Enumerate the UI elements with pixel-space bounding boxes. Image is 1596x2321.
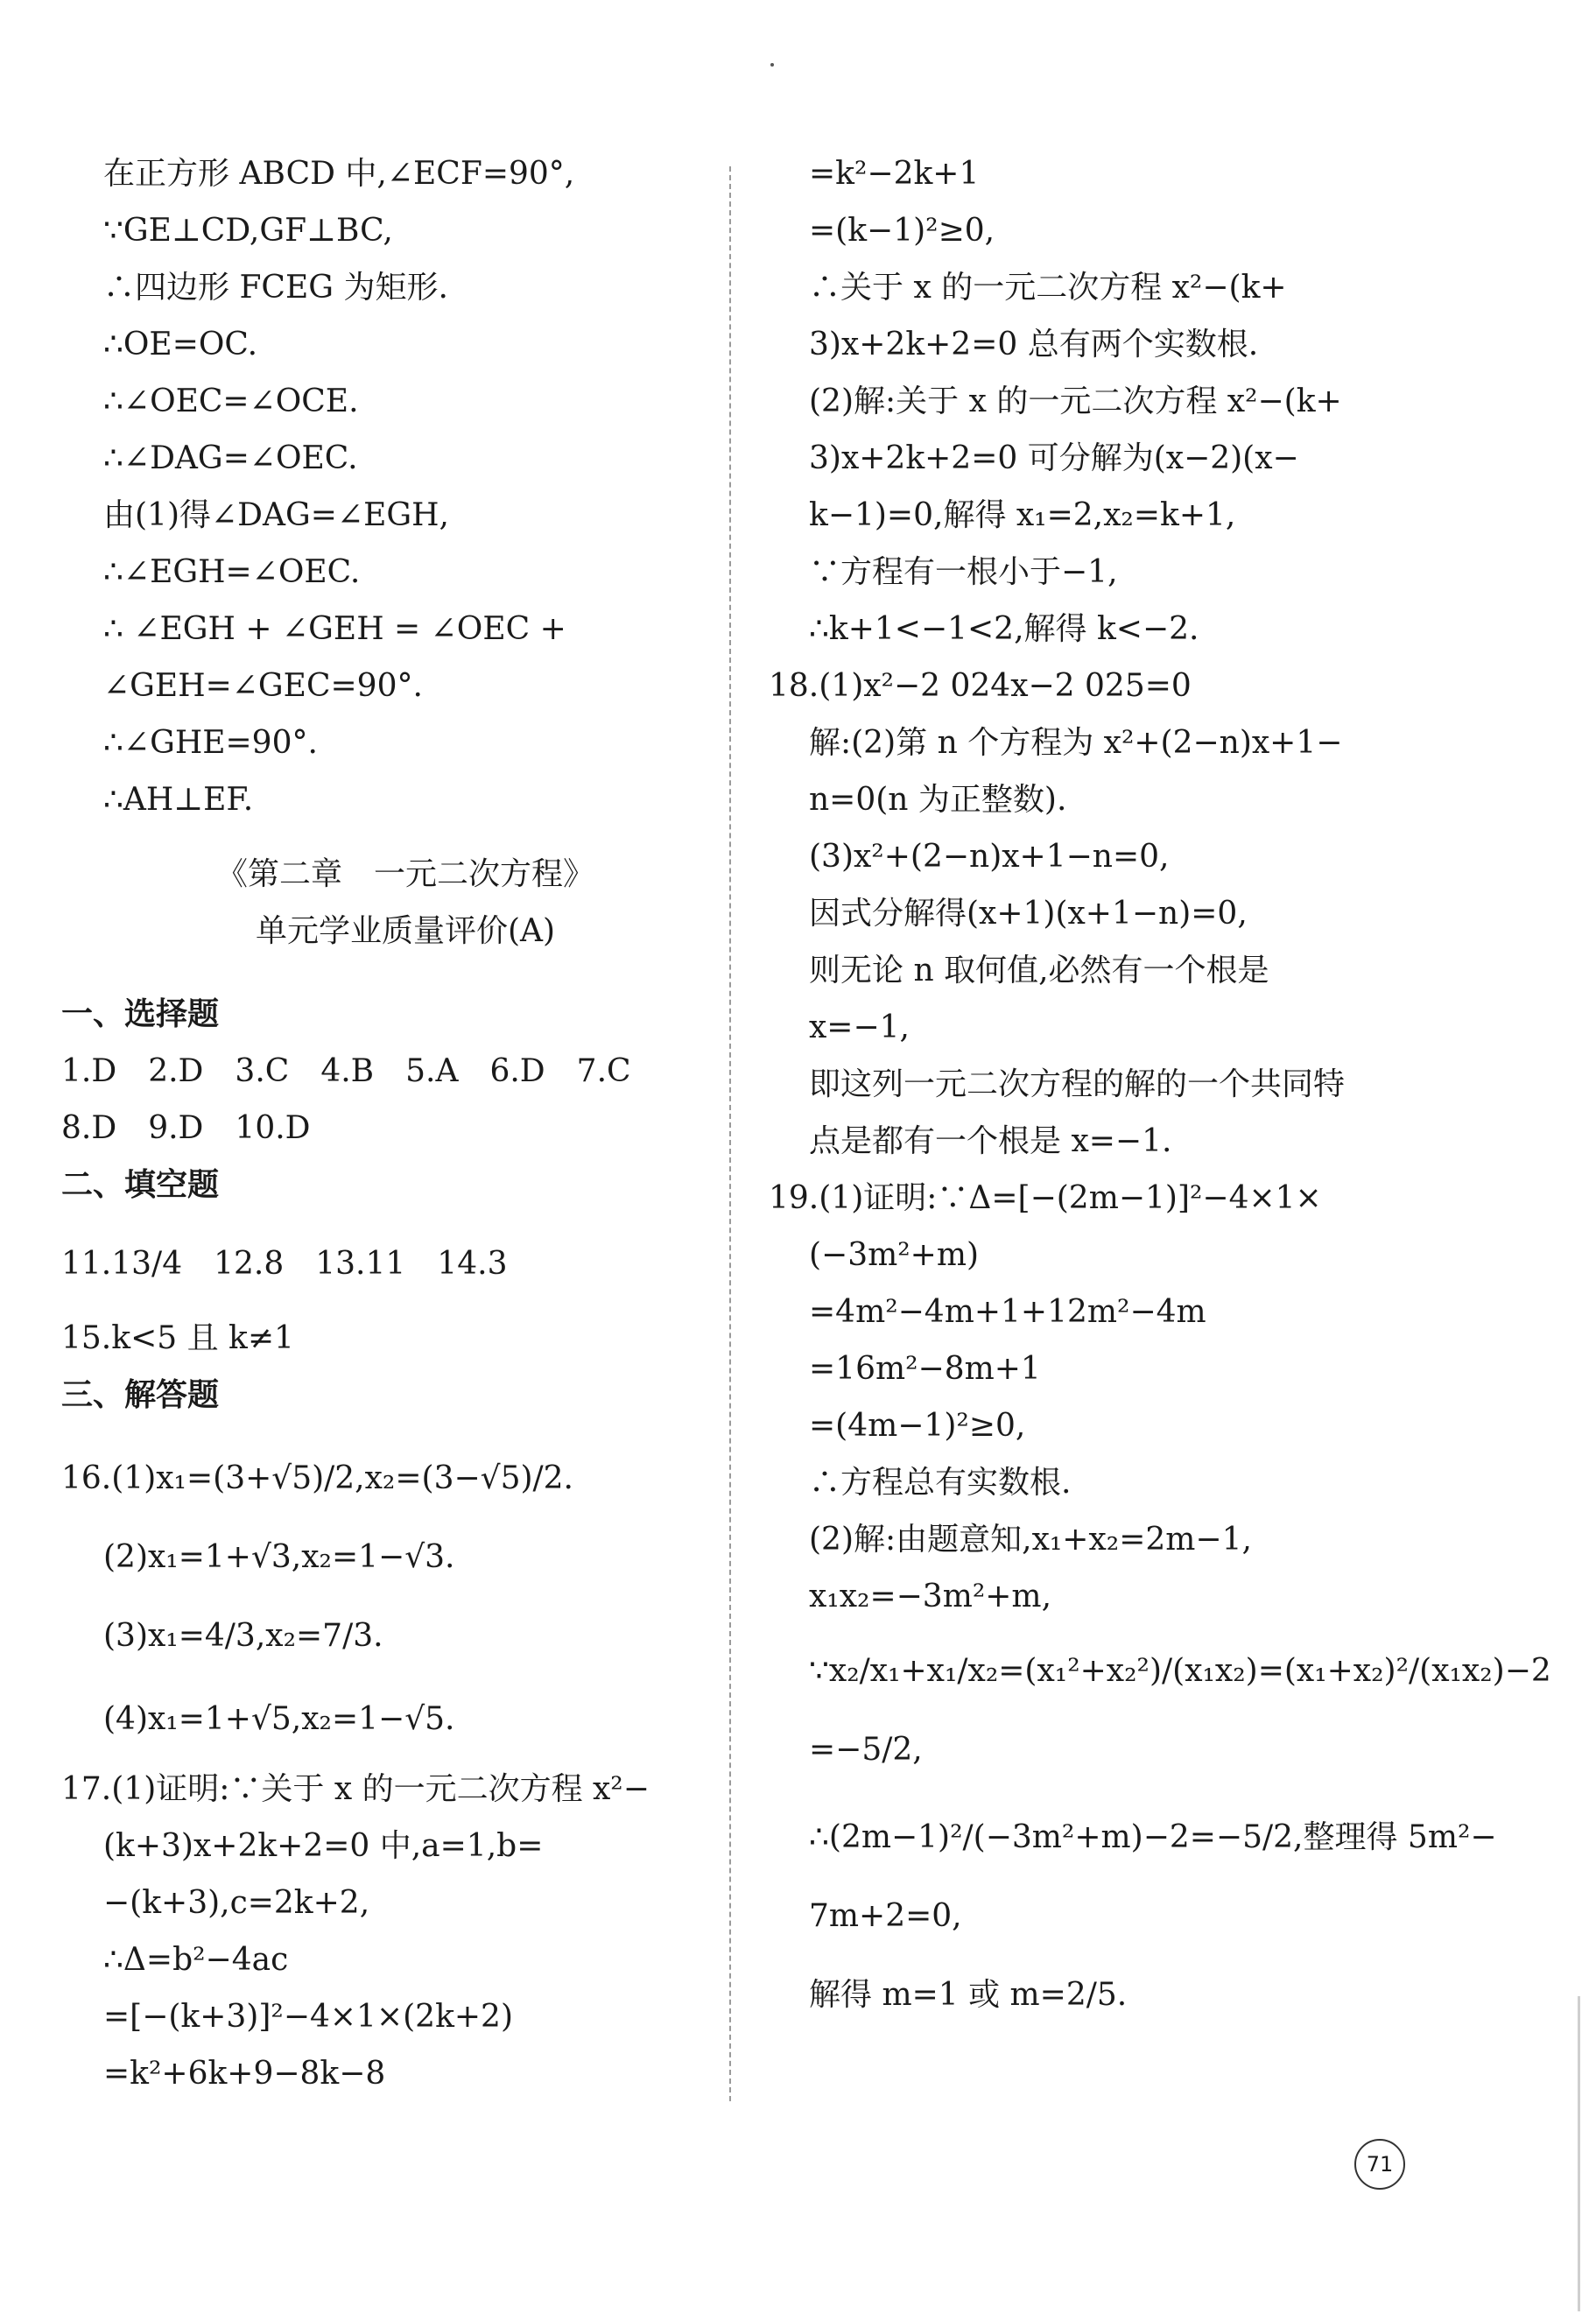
text-line: (3)x²+(2−n)x+1−n=0, — [809, 839, 1170, 875]
text-line: ∴k+1<−1<2,解得 k<−2. — [809, 611, 1199, 647]
text-line: 由(1)得∠DAG=∠EGH, — [103, 497, 449, 533]
print-dot — [770, 63, 774, 67]
text-line: 3)x+2k+2=0 总有两个实数根. — [809, 327, 1259, 362]
text-line: ∴∠DAG=∠OEC. — [103, 440, 358, 476]
text-line: ∴∠EGH=∠OEC. — [103, 554, 361, 590]
text-line: =(4m−1)²≥0, — [809, 1408, 1026, 1444]
text-line: ∴(2m−1)²/(−3m²+m)−2=−5/2,整理得 5m²− — [809, 1819, 1497, 1855]
text-line: ∴四边形 FCEG 为矩形. — [103, 270, 448, 306]
text-line: ∵x₂/x₁+x₁/x₂=(x₁²+x₂²)/(x₁x₂)=(x₁+x₂)²/(x₁x₂)−2 — [809, 1653, 1551, 1689]
chapter-subtitle: 单元学业质量评价(A) — [255, 913, 556, 949]
text-line: =k²−2k+1 — [809, 156, 980, 192]
text-line: 则无论 n 取何值,必然有一个根是 — [809, 953, 1269, 988]
text-line: ∠GEH=∠GEC=90°. — [103, 668, 423, 704]
text-line: (2)解:由题意知,x₁+x₂=2m−1, — [809, 1522, 1252, 1558]
text-line: 8.D 9.D 10.D — [61, 1110, 311, 1146]
text-line: 19.(1)证明:∵Δ=[−(2m−1)]²−4×1× — [769, 1180, 1322, 1216]
page-number: 71 — [1354, 2139, 1405, 2190]
text-line: n=0(n 为正整数). — [809, 782, 1067, 818]
text-line: 3)x+2k+2=0 可分解为(x−2)(x− — [809, 440, 1299, 476]
text-line: ∴Δ=b²−4ac — [103, 1942, 289, 1978]
text-line: ∵方程有一根小于−1, — [809, 554, 1118, 590]
text-line: x₁x₂=−3m²+m, — [809, 1579, 1052, 1614]
text-line: =4m²−4m+1+12m²−4m — [809, 1294, 1206, 1330]
text-line: ∴AH⊥EF. — [103, 782, 254, 818]
column-separator — [729, 166, 731, 2101]
text-line: 解得 m=1 或 m=2/5. — [809, 1977, 1128, 2013]
text-line: (4)x₁=1+√5,x₂=1−√5. — [103, 1701, 455, 1737]
text-line: 解:(2)第 n 个方程为 x²+(2−n)x+1− — [809, 725, 1343, 761]
text-line: (3)x₁=4/3,x₂=7/3. — [103, 1618, 383, 1654]
text-line: 点是都有一个根是 x=−1. — [809, 1123, 1172, 1159]
text-line: =(k−1)²≥0, — [809, 213, 995, 249]
text-line: ∴ ∠EGH + ∠GEH = ∠OEC + — [103, 611, 566, 647]
text-line: ∴OE=OC. — [103, 327, 258, 362]
section-heading: 三、解答题 — [61, 1377, 220, 1413]
text-line: 因式分解得(x+1)(x+1−n)=0, — [809, 896, 1248, 932]
text-line: ∴∠OEC=∠OCE. — [103, 383, 359, 419]
text-line: ∴关于 x 的一元二次方程 x²−(k+ — [809, 270, 1287, 306]
text-line: k−1)=0,解得 x₁=2,x₂=k+1, — [809, 497, 1236, 533]
text-line: −(k+3),c=2k+2, — [103, 1885, 370, 1921]
text-line: =k²+6k+9−8k−8 — [103, 2056, 386, 2092]
text-line: ∴方程总有实数根. — [809, 1465, 1072, 1501]
text-line: 16.(1)x₁=(3+√5)/2,x₂=(3−√5)/2. — [61, 1460, 573, 1496]
text-line: (−3m²+m) — [809, 1237, 980, 1273]
section-heading: 一、选择题 — [61, 996, 220, 1032]
text-line: ∵GE⊥CD,GF⊥BC, — [103, 213, 393, 249]
text-line: x=−1, — [809, 1009, 910, 1045]
text-line: (2)x₁=1+√3,x₂=1−√3. — [103, 1539, 455, 1575]
text-line: 11.13/4 12.8 13.11 14.3 — [61, 1246, 508, 1282]
text-line: 7m+2=0, — [809, 1898, 962, 1934]
text-line: =−5/2, — [809, 1732, 923, 1768]
section-heading: 二、填空题 — [61, 1167, 220, 1203]
text-line: (k+3)x+2k+2=0 中,a=1,b= — [103, 1828, 544, 1864]
text-line: (2)解:关于 x 的一元二次方程 x²−(k+ — [809, 383, 1342, 419]
text-line: 在正方形 ABCD 中,∠ECF=90°, — [103, 156, 575, 192]
text-line: ∴∠GHE=90°. — [103, 725, 318, 761]
text-line: 18.(1)x²−2 024x−2 025=0 — [769, 668, 1192, 704]
text-line: 即这列一元二次方程的解的一个共同特 — [809, 1066, 1346, 1102]
text-line: =[−(k+3)]²−4×1×(2k+2) — [103, 1999, 513, 2035]
page-edge-shadow — [1578, 1996, 1580, 2311]
chapter-title: 《第二章 一元二次方程》 — [215, 856, 594, 892]
text-line: 17.(1)证明:∵关于 x 的一元二次方程 x²− — [61, 1771, 650, 1807]
text-line: =16m²−8m+1 — [809, 1351, 1041, 1387]
text-line: 15.k<5 且 k≠1 — [61, 1320, 294, 1356]
text-line: 1.D 2.D 3.C 4.B 5.A 6.D 7.C — [61, 1053, 631, 1089]
